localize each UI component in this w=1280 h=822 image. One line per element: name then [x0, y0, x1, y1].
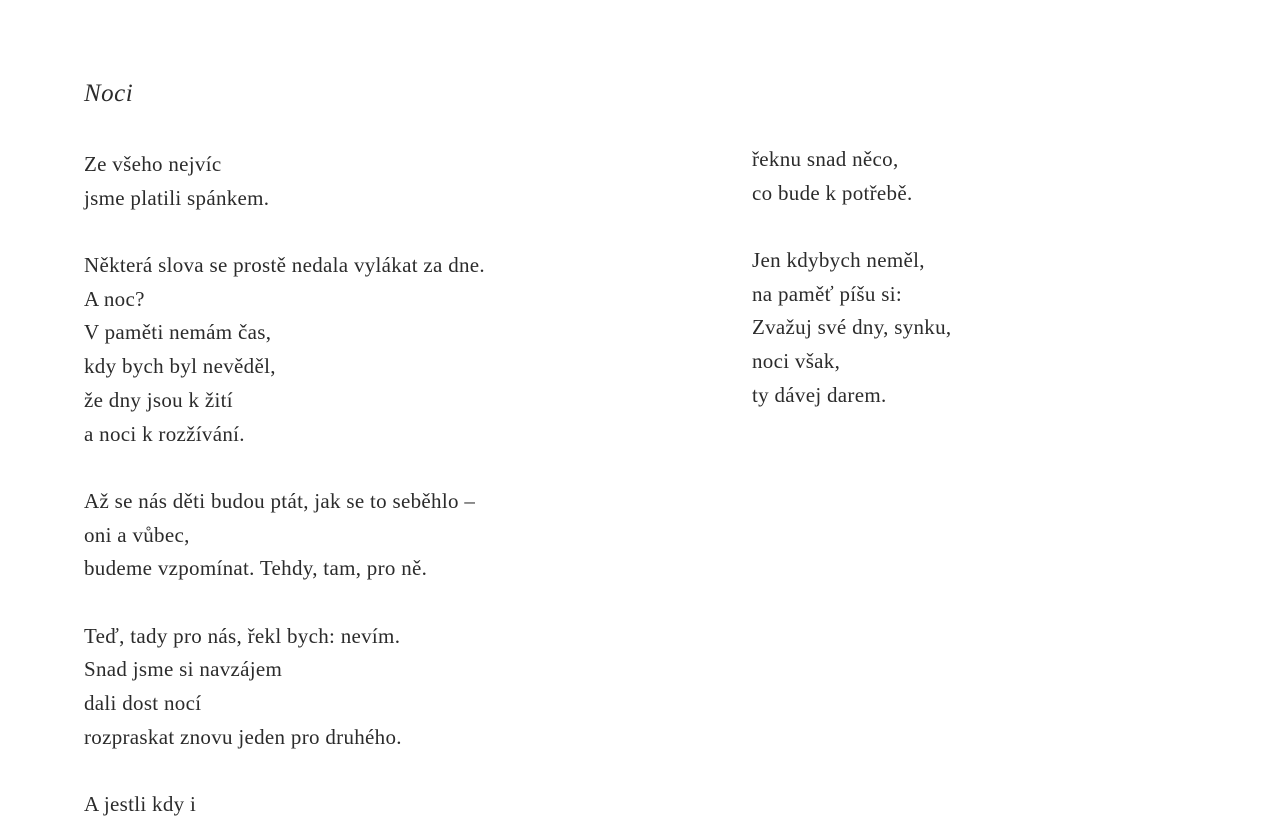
poem-line: A jestli kdy i: [84, 792, 197, 817]
poem-line: Ze všeho nejvíc: [84, 152, 222, 176]
poem-line: jsme platili spánkem.: [84, 185, 270, 210]
poem-title: Noci: [84, 80, 134, 107]
poem-line: řeknu snad něco,: [752, 147, 899, 171]
stanza-break: [84, 451, 485, 485]
poem-line: Až se nás děti budou ptát, jak se to seběhlo –: [84, 488, 476, 513]
poem-line: A noc?: [84, 286, 145, 311]
poem-line: noci však,: [752, 349, 841, 374]
stanza-break: [752, 210, 951, 244]
poem-line: že dny jsou k žití: [84, 387, 233, 412]
poem-line: co bude k potřebě.: [752, 180, 913, 205]
poem-column-left: [84, 148, 485, 822]
poem-line: a noci k rozžívání.: [84, 421, 245, 446]
poem-line: ty dávej darem.: [752, 382, 887, 407]
poem-line: na paměť píšu si:: [752, 281, 902, 306]
poem-line: kdy bych byl nevěděl,: [84, 354, 276, 379]
stanza-break: [84, 586, 485, 620]
poem-line: V paměti nemám čas,: [84, 320, 272, 345]
stanza-break: [84, 215, 485, 249]
poem-line: rozpraskat znovu jeden pro druhého.: [84, 724, 402, 749]
poem-line: Zvažuj své dny, synku,: [752, 315, 952, 340]
stanza-break: [84, 754, 485, 788]
poem-line: dali dost nocí: [84, 691, 202, 715]
poem-line: Jen kdybych neměl,: [752, 248, 925, 273]
poem-line: budeme vzpomínat. Tehdy, tam, pro ně.: [84, 556, 428, 581]
poem-line: Snad jsme si navzájem: [84, 657, 283, 682]
poem-line: Teď, tady pro nás, řekl bych: nevím.: [84, 623, 401, 648]
poem-line: oni a vůbec,: [84, 522, 190, 547]
poem-line: Některá slova se prostě nedala vylákat za dne.: [84, 253, 485, 278]
poem-column-right: [752, 143, 951, 413]
